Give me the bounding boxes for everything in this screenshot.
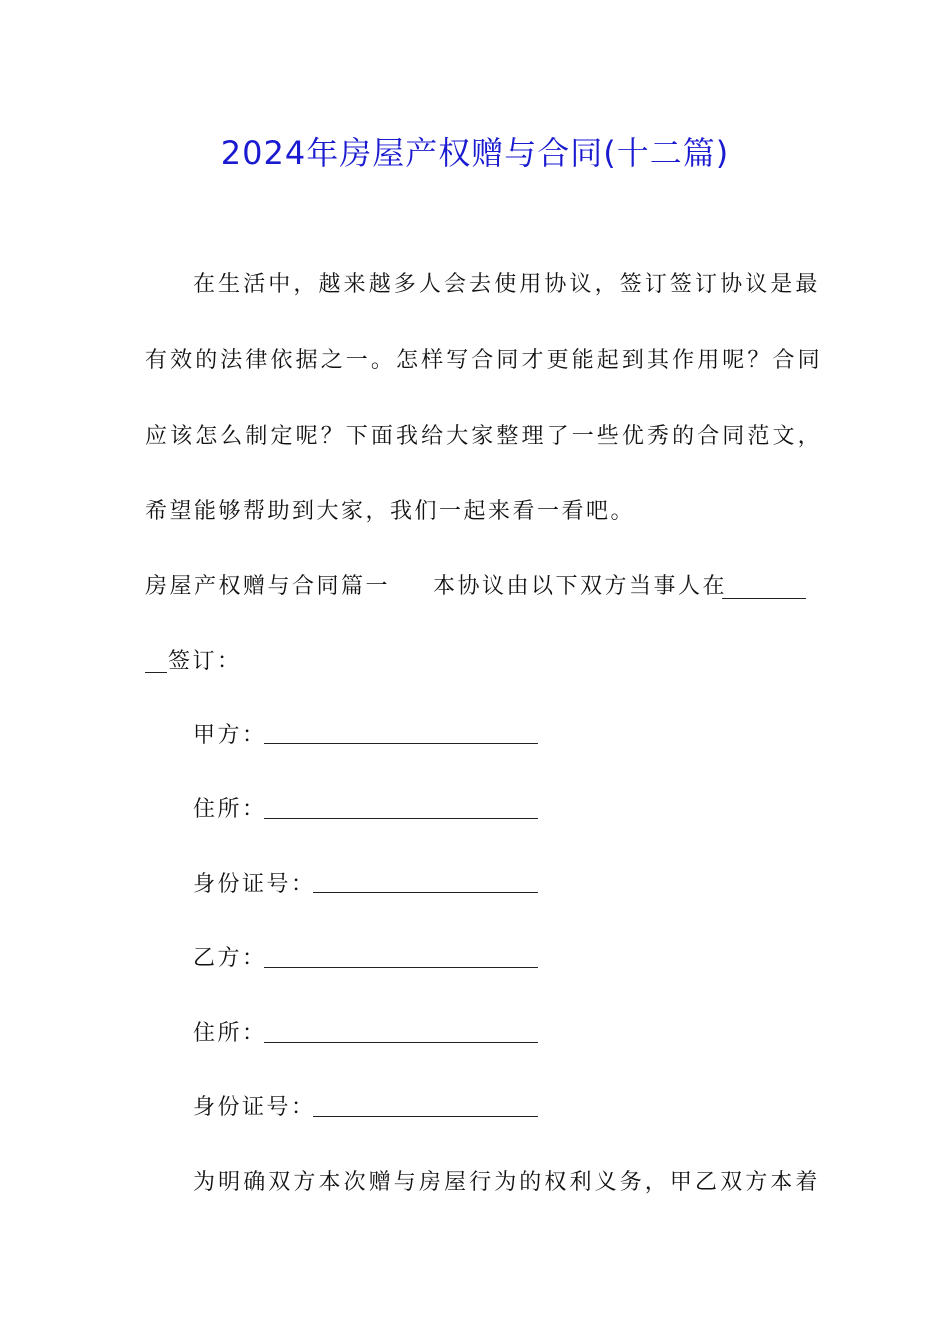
sign-place-blank[interactable] <box>722 598 806 599</box>
id-b-label: 身份证号： <box>193 1095 316 1120</box>
id-a-blank[interactable] <box>313 892 538 893</box>
address-a-label: 住所： <box>193 797 267 822</box>
sign-place-blank-cont[interactable] <box>145 672 167 673</box>
intro-line-3: 应该怎么制定呢？下面我给大家整理了一些优秀的合同范文， <box>145 424 823 449</box>
page-title: 2024年房屋产权赠与合同(十二篇) <box>220 134 730 172</box>
address-b-blank[interactable] <box>264 1042 538 1043</box>
id-a-label: 身份证号： <box>193 872 316 897</box>
address-a-blank[interactable] <box>264 818 538 819</box>
intro-line-2: 有效的法律依据之一。怎样写合同才更能起到其作用呢？合同 <box>145 348 823 373</box>
id-b-blank[interactable] <box>313 1116 538 1117</box>
party-b-blank[interactable] <box>264 967 538 968</box>
party-a-label: 甲方： <box>193 723 267 748</box>
party-a-blank[interactable] <box>264 743 538 744</box>
address-b-label: 住所： <box>193 1021 267 1046</box>
intro-line-4: 希望能够帮助到大家，我们一起来看一看吧。 <box>145 499 636 524</box>
closing-paragraph: 为明确双方本次赠与房屋行为的权利义务，甲乙双方本着 <box>193 1170 821 1195</box>
intro-line-1: 在生活中，越来越多人会去使用协议，签订签订协议是最 <box>193 272 821 297</box>
sign-place-text: 本协议由以下双方当事人在 <box>433 574 728 599</box>
section-heading: 房屋产权赠与合同篇一 <box>145 574 391 599</box>
sign-text: 签订： <box>168 649 242 674</box>
party-b-label: 乙方： <box>193 946 267 971</box>
